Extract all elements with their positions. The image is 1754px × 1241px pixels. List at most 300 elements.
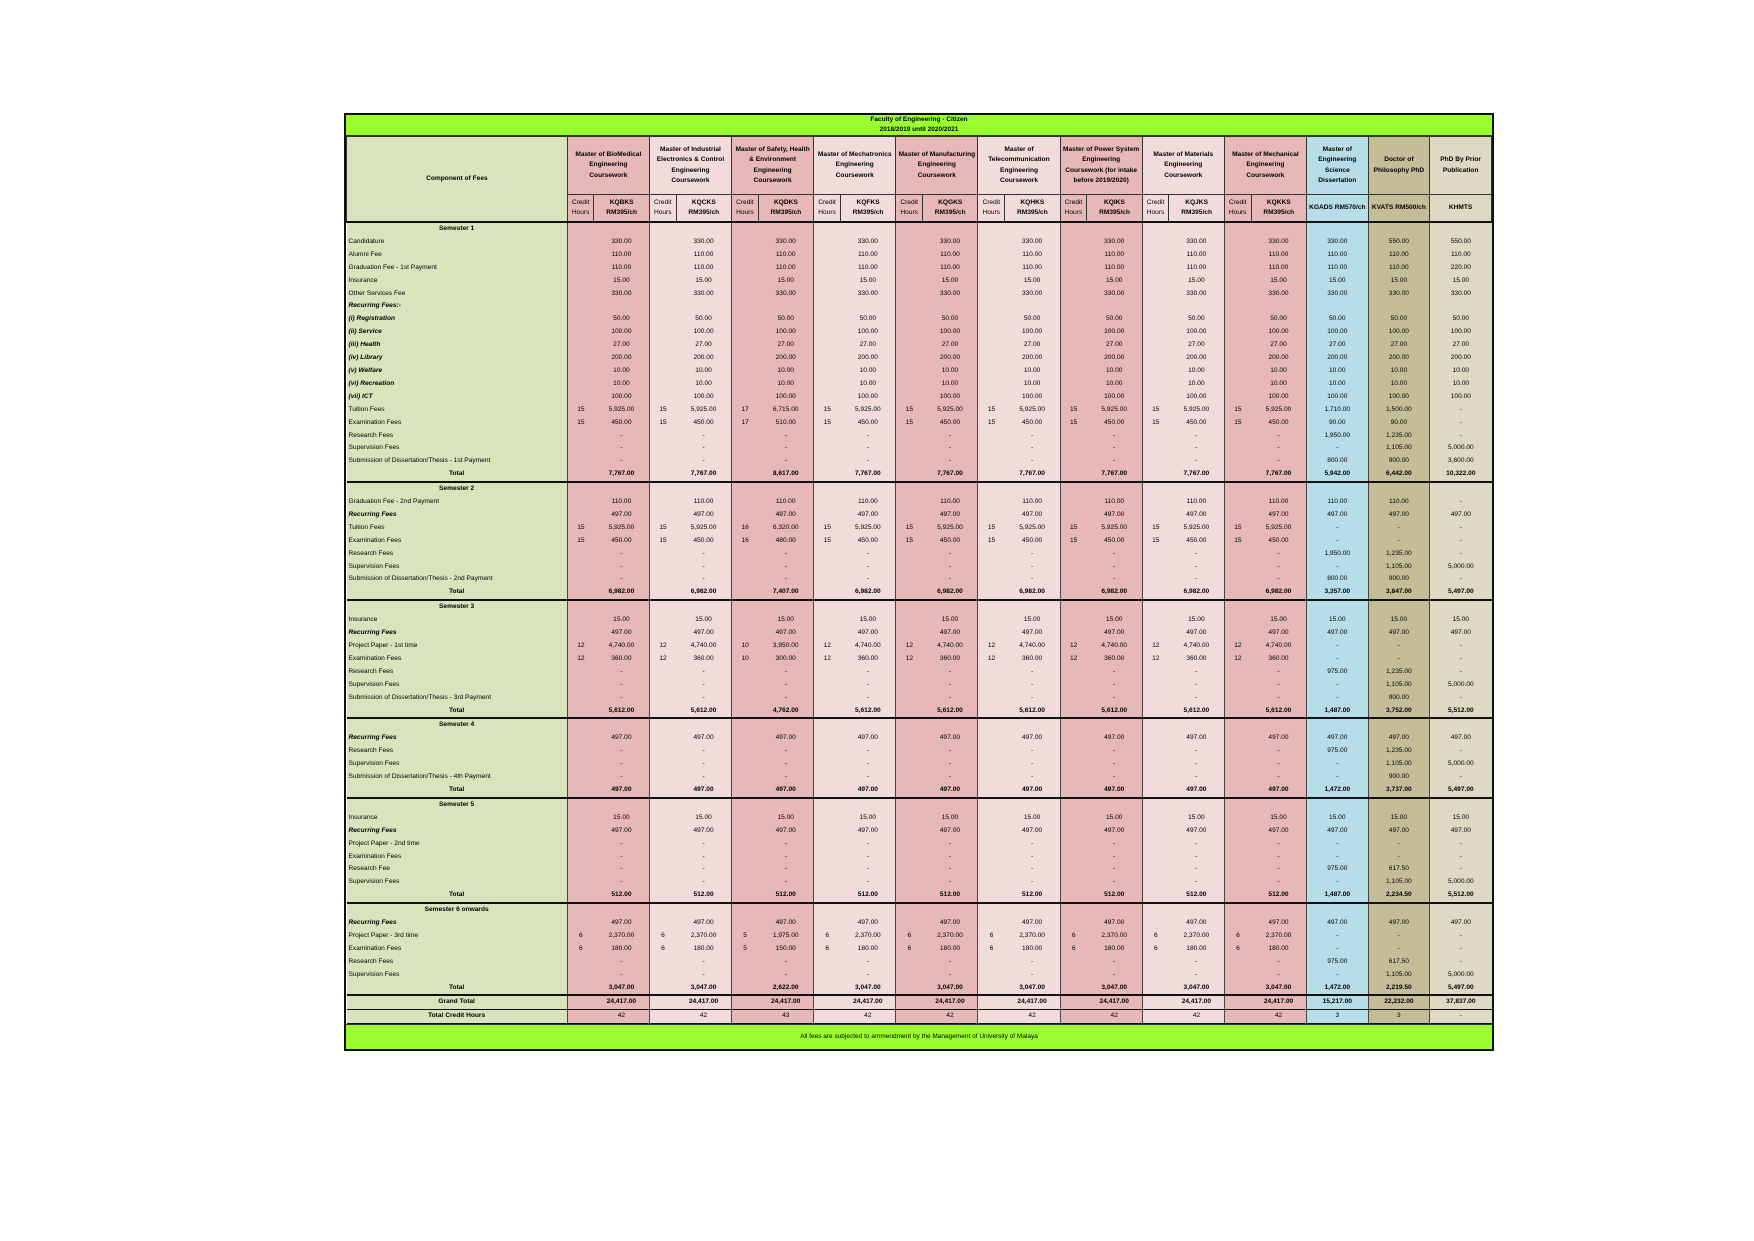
- fee-amount-cell: 5,925.00: [676, 522, 731, 535]
- credit-hours-cell: [814, 262, 841, 275]
- fee-amount-cell: -: [840, 455, 895, 468]
- fee-amount-cell: 497.00: [1251, 732, 1306, 745]
- credit-hours-cell: 6: [896, 930, 923, 943]
- fee-amount-cell: -: [1306, 442, 1368, 455]
- fee-amount-cell: -: [840, 666, 895, 679]
- credit-hours-cell: [978, 442, 1005, 455]
- fee-amount-cell: -: [1087, 956, 1142, 969]
- fee-amount-cell: -: [1430, 692, 1492, 705]
- fee-component-label: Submission of Dissertation/Thesis - 2nd Payment: [347, 573, 568, 586]
- fee-amount-cell: -: [922, 758, 977, 771]
- fee-amount-cell: 110.00: [1005, 249, 1060, 262]
- credit-hours-cell: [567, 798, 594, 812]
- fee-amount-cell: 497.00: [840, 509, 895, 522]
- fee-amount-cell: 497.00: [1087, 732, 1142, 745]
- credit-hours-cell: [814, 758, 841, 771]
- fee-amount-cell: [922, 222, 977, 236]
- fee-amount-cell: -: [1368, 535, 1430, 548]
- credit-hours-cell: [978, 784, 1005, 798]
- credit-hours-cell: [1224, 838, 1251, 851]
- fee-amount-cell: 15.00: [594, 275, 649, 288]
- fee-amount-cell: 300.00: [758, 653, 813, 666]
- fee-component-label: Graduation Fee - 2nd Payment: [347, 496, 568, 509]
- credit-hours-cell: [814, 666, 841, 679]
- credit-hours-cell: [978, 851, 1005, 864]
- fee-amount-cell: 24,417.00: [840, 995, 895, 1009]
- credit-hours-cell: 10: [732, 640, 759, 653]
- fee-amount-cell: 100.00: [594, 391, 649, 404]
- credit-hours-cell: [1142, 561, 1169, 574]
- fee-amount-cell: 5,000.00: [1430, 442, 1492, 455]
- program-code: KQKKS RM395/ch: [1251, 195, 1306, 223]
- fee-amount-cell: 180.00: [1169, 943, 1224, 956]
- credit-hours-cell: [567, 627, 594, 640]
- fee-amount-cell: 480.00: [758, 535, 813, 548]
- credit-hours-cell: [649, 614, 676, 627]
- credit-hours-cell: [896, 430, 923, 443]
- fee-amount-cell: -: [1169, 758, 1224, 771]
- credit-hours-cell: 12: [896, 640, 923, 653]
- credit-hours-cell: [814, 573, 841, 586]
- fee-amount-cell: 497.00: [1005, 784, 1060, 798]
- credit-hours-cell: [567, 586, 594, 600]
- fee-amount-cell: 497.00: [1430, 509, 1492, 522]
- fee-amount-cell: 7,767.00: [922, 468, 977, 482]
- fee-amount-cell: [1251, 600, 1306, 614]
- fee-amount-cell: 497.00: [922, 917, 977, 930]
- credit-hours-cell: [1142, 614, 1169, 627]
- fee-amount-cell: 510.00: [758, 417, 813, 430]
- credit-hours-cell: [1060, 718, 1087, 732]
- fee-amount-cell: 450.00: [1169, 417, 1224, 430]
- fee-amount-cell: 150.00: [758, 943, 813, 956]
- credit-hours-cell: [978, 339, 1005, 352]
- fee-amount-cell: -: [1368, 522, 1430, 535]
- credit-hours-cell: [896, 666, 923, 679]
- credit-hours-cell: [567, 326, 594, 339]
- fee-amount-cell: 180.00: [922, 943, 977, 956]
- fee-amount-cell: 330.00: [676, 236, 731, 249]
- fee-amount-cell: 800.00: [1306, 573, 1368, 586]
- credit-hours-cell: [978, 236, 1005, 249]
- fee-amount-cell: 6,442.00: [1368, 468, 1430, 482]
- credit-hours-cell: [1060, 430, 1087, 443]
- fee-component-label: Supervision Fees: [347, 758, 568, 771]
- fee-amount-cell: 2,370.00: [922, 930, 977, 943]
- fee-amount-cell: -: [1430, 548, 1492, 561]
- credit-hours-cell: [814, 956, 841, 969]
- fee-amount-cell: 100.00: [840, 326, 895, 339]
- fee-amount-cell: 497.00: [1169, 509, 1224, 522]
- fee-amount-cell: 24,417.00: [1251, 995, 1306, 1009]
- fee-amount-cell: [840, 482, 895, 496]
- credit-hours-cell: 15: [649, 535, 676, 548]
- fee-amount-cell: 497.00: [1169, 825, 1224, 838]
- credit-hours-cell: 15: [1224, 535, 1251, 548]
- credit-hours-cell: [1060, 365, 1087, 378]
- credit-hours-cell: [814, 326, 841, 339]
- fee-amount-cell: 110.00: [758, 496, 813, 509]
- fee-component-label: Insurance: [347, 614, 568, 627]
- fee-component-label: Submission of Dissertation/Thesis - 4th Payment: [347, 771, 568, 784]
- fee-amount-cell: 15.00: [594, 614, 649, 627]
- fee-amount-cell: 24,417.00: [1087, 995, 1142, 1009]
- credit-hours-cell: [1142, 262, 1169, 275]
- credit-hours-cell: [649, 352, 676, 365]
- credit-hours-cell: 12: [978, 640, 1005, 653]
- fee-component-label: (iii) Health: [347, 339, 568, 352]
- credit-hours-cell: [567, 352, 594, 365]
- credit-hours-cell: [649, 600, 676, 614]
- program-code: KQBKS RM395/ch: [594, 195, 649, 223]
- grand-total-label: Grand Total: [347, 995, 568, 1009]
- fee-amount-cell: 10.00: [676, 378, 731, 391]
- fee-amount-cell: -: [1169, 430, 1224, 443]
- fee-amount-cell: 497.00: [676, 732, 731, 745]
- credit-hours-cell: [649, 288, 676, 301]
- fee-amount-cell: -: [1251, 561, 1306, 574]
- fee-amount-cell: 5,497.00: [1430, 982, 1492, 996]
- fee-amount-cell: 10.00: [1368, 378, 1430, 391]
- credit-hours-cell: [732, 262, 759, 275]
- session-subtitle: 2018/2019 until 2020/2021: [879, 126, 959, 133]
- semester-label: Semester 1: [347, 222, 568, 236]
- credit-hours-cell: [1142, 745, 1169, 758]
- credit-hours-cell: [732, 692, 759, 705]
- fee-amount-cell: -: [1169, 771, 1224, 784]
- fee-amount-cell: -: [840, 876, 895, 889]
- credit-hours-cell: [732, 1010, 759, 1024]
- fee-amount-cell: [676, 600, 731, 614]
- fee-amount-cell: -: [594, 573, 649, 586]
- fee-amount-cell: 100.00: [1306, 391, 1368, 404]
- fee-amount-cell: 497.00: [758, 509, 813, 522]
- credit-hours-cell: [1142, 468, 1169, 482]
- semester-label: Semester 4: [347, 718, 568, 732]
- credit-hours-cell: 5: [732, 930, 759, 943]
- credit-hours-cell: [1060, 825, 1087, 838]
- fee-amount-cell: [922, 903, 977, 917]
- fee-amount-cell: -: [922, 455, 977, 468]
- fee-amount-cell: -: [1087, 838, 1142, 851]
- credit-hours-cell: [567, 300, 594, 313]
- fee-amount-cell: -: [1005, 771, 1060, 784]
- fee-amount-cell: 1,950.00: [1306, 430, 1368, 443]
- fee-amount-cell: -: [1430, 417, 1492, 430]
- credit-hours-cell: [1224, 784, 1251, 798]
- fee-amount-cell: 27.00: [1430, 339, 1492, 352]
- fee-amount-cell: 1,105.00: [1368, 758, 1430, 771]
- credit-hours-cell: [567, 825, 594, 838]
- fee-amount-cell: 3: [1368, 1010, 1430, 1024]
- fee-row: [347, 812, 1492, 825]
- credit-hours-cell: [1142, 442, 1169, 455]
- program-code: KQIKS RM395/ch: [1087, 195, 1142, 223]
- credit-hours-cell: 6: [814, 943, 841, 956]
- credit-hours-cell: [1224, 455, 1251, 468]
- fee-amount-cell: 24,417.00: [594, 995, 649, 1009]
- fee-amount-cell: -: [1430, 496, 1492, 509]
- credit-hours-cell: [1060, 222, 1087, 236]
- fee-amount-cell: 110.00: [1251, 249, 1306, 262]
- credit-hours-cell: [978, 455, 1005, 468]
- credit-hours-cell: [1060, 956, 1087, 969]
- credit-hours-cell: [978, 969, 1005, 982]
- credit-hours-cell: [814, 745, 841, 758]
- fee-amount-cell: -: [1087, 679, 1142, 692]
- fee-amount-cell: -: [676, 838, 731, 851]
- fee-amount-cell: 497.00: [840, 825, 895, 838]
- fee-amount-cell: [1430, 903, 1492, 917]
- title-banner: [346, 115, 1492, 136]
- fee-amount-cell: 10.00: [840, 365, 895, 378]
- credit-hours-cell: [1224, 275, 1251, 288]
- fee-amount-cell: 100.00: [1005, 391, 1060, 404]
- fee-amount-cell: -: [1005, 863, 1060, 876]
- fee-amount-cell: 330.00: [1087, 288, 1142, 301]
- credit-hours-cell: [567, 679, 594, 692]
- fee-amount-cell: -: [1430, 745, 1492, 758]
- faculty-title: Faculty of Engineering - Citizen: [870, 116, 968, 123]
- credit-hours-cell: [978, 275, 1005, 288]
- total-label: Total: [347, 784, 568, 798]
- fee-amount-cell: -: [1005, 679, 1060, 692]
- fee-amount-cell: 42: [1087, 1010, 1142, 1024]
- credit-hours-cell: 15: [814, 522, 841, 535]
- credit-hours-cell: [1142, 455, 1169, 468]
- credit-hours-label: Credit Hours: [732, 195, 759, 223]
- credit-hours-cell: [567, 561, 594, 574]
- fee-amount-cell: [1306, 903, 1368, 917]
- credit-hours-cell: [1142, 863, 1169, 876]
- fee-amount-cell: -: [840, 956, 895, 969]
- fee-amount-cell: -: [922, 679, 977, 692]
- credit-hours-cell: [732, 352, 759, 365]
- program-name: Master of Industrial Electronics & Control Engineering Coursework: [649, 137, 731, 195]
- credit-hours-cell: 6: [567, 943, 594, 956]
- credit-hours-cell: [1224, 666, 1251, 679]
- total-credit-hours-label: Total Credit Hours: [347, 1010, 568, 1024]
- credit-hours-cell: [978, 732, 1005, 745]
- fee-amount-cell: -: [758, 851, 813, 864]
- credit-hours-cell: 15: [1060, 522, 1087, 535]
- fee-amount-cell: -: [1005, 838, 1060, 851]
- fee-amount-cell: 15.00: [1306, 614, 1368, 627]
- fee-amount-cell: 100.00: [1430, 391, 1492, 404]
- fee-amount-cell: [594, 903, 649, 917]
- fee-amount-cell: 5,942.00: [1306, 468, 1368, 482]
- fee-component-label: Recurring Fees: [347, 627, 568, 640]
- fee-amount-cell: -: [1306, 535, 1368, 548]
- credit-hours-cell: [1060, 614, 1087, 627]
- fee-amount-cell: -: [1005, 692, 1060, 705]
- credit-hours-cell: [567, 600, 594, 614]
- credit-hours-cell: [978, 679, 1005, 692]
- fee-amount-cell: -: [676, 969, 731, 982]
- fee-amount-cell: 15.00: [1087, 614, 1142, 627]
- fee-row: [347, 692, 1492, 705]
- fee-row: [347, 300, 1492, 313]
- credit-hours-cell: [649, 509, 676, 522]
- fee-amount-cell: 900.00: [1368, 455, 1430, 468]
- fee-amount-cell: 5,925.00: [594, 522, 649, 535]
- fee-amount-cell: -: [1005, 876, 1060, 889]
- credit-hours-cell: [567, 236, 594, 249]
- fee-amount-cell: 497.00: [1368, 509, 1430, 522]
- fee-amount-cell: -: [1251, 442, 1306, 455]
- credit-hours-cell: [567, 851, 594, 864]
- credit-hours-cell: [732, 378, 759, 391]
- credit-hours-label: Credit Hours: [814, 195, 841, 223]
- fee-amount-cell: -: [1430, 666, 1492, 679]
- fee-amount-cell: 5,612.00: [840, 705, 895, 719]
- credit-hours-cell: [1224, 442, 1251, 455]
- credit-hours-cell: [896, 288, 923, 301]
- credit-hours-cell: [978, 718, 1005, 732]
- credit-hours-cell: [567, 509, 594, 522]
- credit-hours-cell: 15: [567, 535, 594, 548]
- credit-hours-cell: [1142, 784, 1169, 798]
- fee-amount-cell: 15.00: [1169, 614, 1224, 627]
- semester-total-row: [347, 982, 1492, 996]
- fee-amount-cell: -: [1306, 930, 1368, 943]
- fee-amount-cell: 24,417.00: [676, 995, 731, 1009]
- credit-hours-cell: [649, 339, 676, 352]
- fee-amount-cell: 110.00: [1087, 249, 1142, 262]
- fee-amount-cell: 2,370.00: [1251, 930, 1306, 943]
- fee-amount-cell: 15.00: [922, 812, 977, 825]
- total-label: Total: [347, 982, 568, 996]
- fee-amount-cell: 27.00: [922, 339, 977, 352]
- fee-amount-cell: -: [1306, 851, 1368, 864]
- fee-amount-cell: 3,047.00: [922, 982, 977, 996]
- fee-amount-cell: -: [676, 692, 731, 705]
- credit-hours-cell: [896, 326, 923, 339]
- fee-amount-cell: 180.00: [1005, 943, 1060, 956]
- fee-amount-cell: -: [758, 758, 813, 771]
- fee-amount-cell: 512.00: [1251, 889, 1306, 903]
- credit-hours-cell: [978, 758, 1005, 771]
- fee-amount-cell: 497.00: [1251, 917, 1306, 930]
- fee-amount-cell: 5,925.00: [1169, 522, 1224, 535]
- fee-amount-cell: 110.00: [1169, 249, 1224, 262]
- fee-amount-cell: -: [922, 851, 977, 864]
- fee-amount-cell: [1169, 798, 1224, 812]
- fee-amount-cell: 497.00: [1005, 627, 1060, 640]
- program-name: Master of BioMedical Engineering Coursework: [567, 137, 649, 195]
- credit-hours-cell: [649, 442, 676, 455]
- fee-amount-cell: [1005, 482, 1060, 496]
- fee-amount-cell: 330.00: [676, 288, 731, 301]
- credit-hours-cell: [896, 784, 923, 798]
- credit-hours-cell: [896, 758, 923, 771]
- credit-hours-cell: [732, 903, 759, 917]
- fee-amount-cell: 4,740.00: [1169, 640, 1224, 653]
- fee-amount-cell: [1087, 718, 1142, 732]
- credit-hours-cell: [1224, 627, 1251, 640]
- credit-hours-cell: 15: [1142, 535, 1169, 548]
- fee-component-label: Examination Fees: [347, 535, 568, 548]
- credit-hours-cell: [814, 339, 841, 352]
- fee-amount-cell: 360.00: [1251, 653, 1306, 666]
- fee-amount-cell: 450.00: [922, 535, 977, 548]
- fee-row: [347, 666, 1492, 679]
- fee-amount-cell: 497.00: [594, 825, 649, 838]
- credit-hours-cell: 6: [978, 943, 1005, 956]
- fee-row: [347, 943, 1492, 956]
- fee-amount-cell: -: [758, 442, 813, 455]
- fee-amount-cell: 110.00: [594, 249, 649, 262]
- fee-amount-cell: 1,472.00: [1306, 784, 1368, 798]
- fee-amount-cell: -: [1005, 969, 1060, 982]
- fee-amount-cell: -: [676, 666, 731, 679]
- credit-hours-cell: [814, 784, 841, 798]
- credit-hours-cell: [1142, 771, 1169, 784]
- credit-hours-cell: [1142, 705, 1169, 719]
- fee-amount-cell: -: [1430, 404, 1492, 417]
- fee-amount-cell: 10.00: [1087, 365, 1142, 378]
- fee-amount-cell: 42: [1251, 1010, 1306, 1024]
- total-label: Total: [347, 468, 568, 482]
- fee-amount-cell: 200.00: [922, 352, 977, 365]
- credit-hours-cell: [1224, 326, 1251, 339]
- credit-hours-cell: [978, 468, 1005, 482]
- credit-hours-cell: [978, 812, 1005, 825]
- fee-amount-cell: -: [1306, 679, 1368, 692]
- fee-amount-cell: 6,982.00: [676, 586, 731, 600]
- fee-amount-cell: 497.00: [1005, 917, 1060, 930]
- credit-hours-cell: [1060, 745, 1087, 758]
- fee-amount-cell: [758, 903, 813, 917]
- fee-amount-cell: 617.50: [1368, 956, 1430, 969]
- fee-amount-cell: 10.00: [922, 365, 977, 378]
- fee-amount-cell: -: [676, 430, 731, 443]
- credit-hours-cell: [896, 969, 923, 982]
- credit-hours-cell: [567, 482, 594, 496]
- fee-amount-cell: 2,370.00: [840, 930, 895, 943]
- credit-hours-cell: [732, 236, 759, 249]
- credit-hours-cell: [732, 798, 759, 812]
- fee-amount-cell: -: [1169, 745, 1224, 758]
- fee-amount-cell: 5,925.00: [1251, 522, 1306, 535]
- fee-amount-cell: 200.00: [1005, 352, 1060, 365]
- fee-amount-cell: [840, 222, 895, 236]
- fee-amount-cell: 15.00: [758, 614, 813, 627]
- fee-amount-cell: -: [594, 851, 649, 864]
- fee-amount-cell: [1005, 300, 1060, 313]
- credit-hours-cell: [732, 679, 759, 692]
- fee-amount-cell: 15.00: [1430, 812, 1492, 825]
- fee-amount-cell: 3,752.00: [1368, 705, 1430, 719]
- fee-amount-cell: [1169, 222, 1224, 236]
- fee-amount-cell: 497.00: [676, 825, 731, 838]
- fee-amount-cell: 42: [1005, 1010, 1060, 1024]
- credit-hours-cell: [649, 679, 676, 692]
- fee-amount-cell: 497.00: [922, 825, 977, 838]
- credit-hours-cell: [1060, 600, 1087, 614]
- fee-amount-cell: -: [758, 692, 813, 705]
- fee-amount-cell: 497.00: [1005, 509, 1060, 522]
- fee-amount-cell: 450.00: [922, 417, 977, 430]
- fee-amount-cell: 900.00: [1368, 692, 1430, 705]
- fee-amount-cell: 5,000.00: [1430, 758, 1492, 771]
- fee-amount-cell: -: [922, 876, 977, 889]
- credit-hours-cell: [978, 573, 1005, 586]
- fee-amount-cell: -: [1087, 771, 1142, 784]
- fee-amount-cell: -: [922, 745, 977, 758]
- fee-amount-cell: [840, 300, 895, 313]
- fee-amount-cell: 15.00: [840, 812, 895, 825]
